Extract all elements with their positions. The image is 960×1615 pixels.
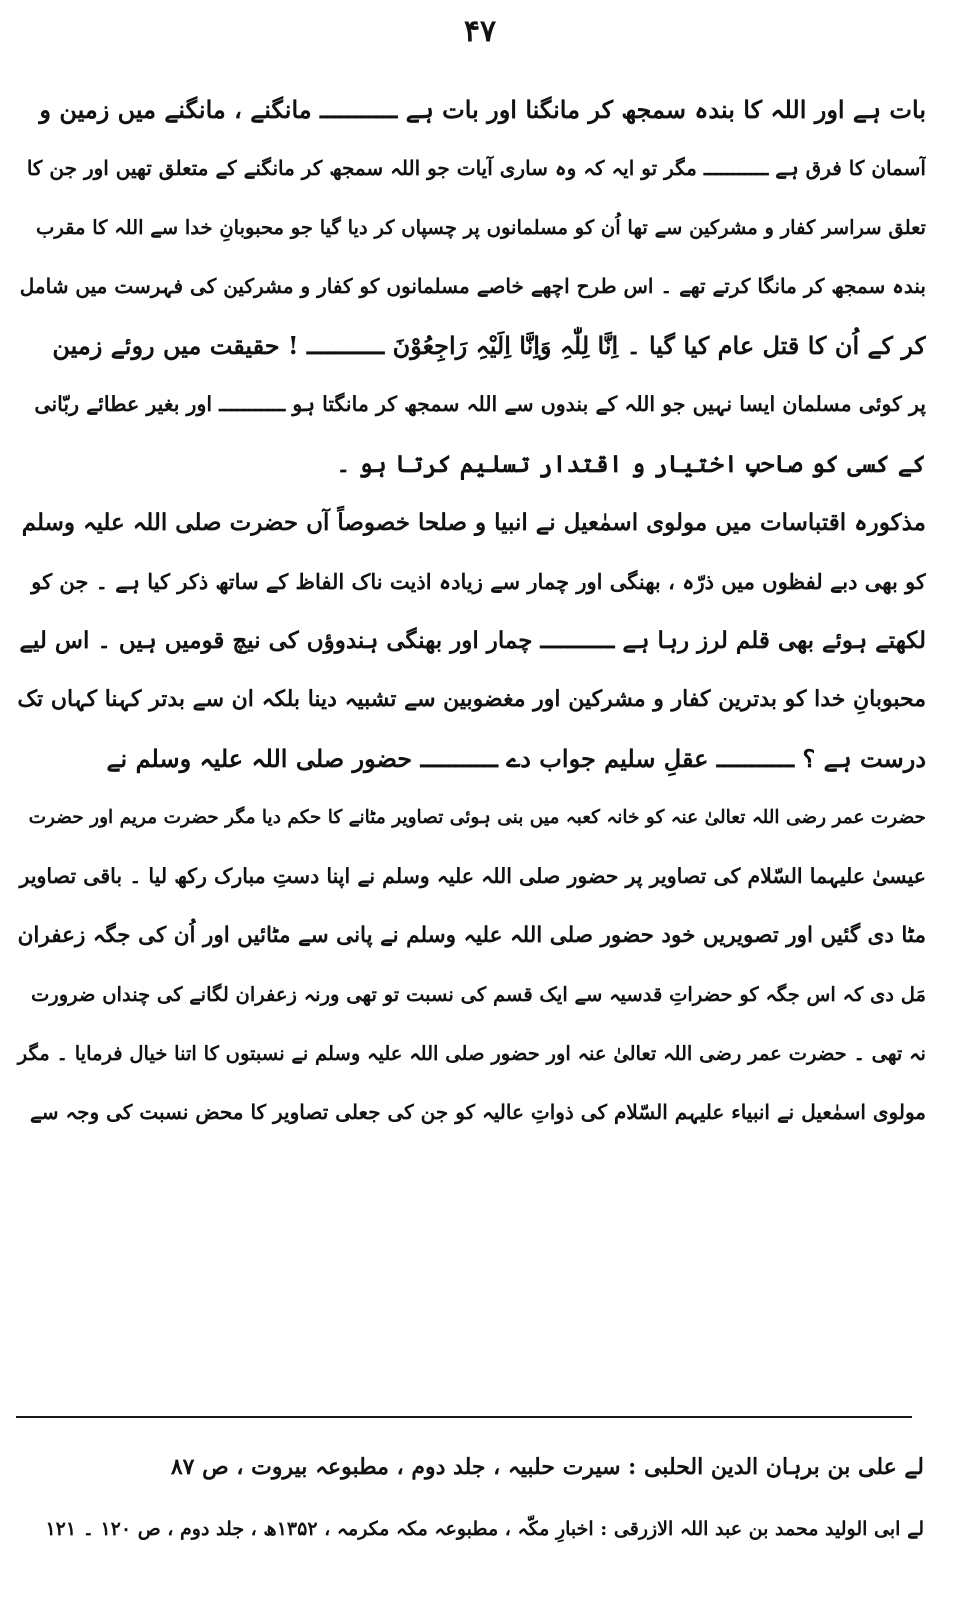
body-line: تعلق سراسر کفار و مشرکین سے تھا اُن کو مسلمانوں پر چسپاں کر دیا گیا جو محبوبانِ خدا سے اللہ کا مقرب bbox=[36, 216, 926, 239]
body-line: کو بھی دبے لفظوں میں ذرّہ ، بھنگی اور چمار سے زیادہ اذیت ناک الفاظ کے ساتھ ذکر کیا ہے ۔ جن کو bbox=[31, 569, 926, 594]
footnotes bbox=[40, 1436, 924, 1560]
body-line: مَل دی کہ اس جگہ کو حضراتِ قدسیہ سے ایک قسم کی نسبت تو تھی ورنہ زعفران لگانے کی چنداں ضرورت bbox=[30, 983, 926, 1006]
body-line: لکھتے ہوئے بھی قلم لرز رہا ہے ـــــــــــ چمار اور بھنگی ہندوؤں کی نیچ قومیں ہیں ۔ اس لیے bbox=[19, 627, 926, 654]
page-number: ۴۷ bbox=[463, 14, 497, 49]
body-line: پر کوئی مسلمان ایسا نہیں جو اللہ کے بندوں سے اللہ سمجھ کر مانگتا ہو ـــــــــــ اور بغیر عطائے ربّانی bbox=[34, 392, 926, 416]
body-line: مذکورہ اقتباسات میں مولوی اسمٰعیل نے انبیا و صلحا خصوصاً آں حضرت صلی اللہ علیہ وسلم bbox=[21, 509, 926, 536]
footnote: لے علی بن برہان الدین الحلبی : سیرت حلبیہ ، جلد دوم ، مطبوعہ بیروت ، ص ۸۷ bbox=[170, 1454, 924, 1480]
body-line: بات ہے اور اللہ کا بندہ سمجھ کر مانگنا اور بات ہے ـــــــــــ مانگنے ، مانگنے میں زمین و bbox=[39, 95, 926, 124]
body-line: کر کے اُن کا قتل عام کیا گیا ۔ اِنَّا لِلّٰہِ وَاِنَّا اِلَیْہِ رَاجِعُوْنَ ـــــــــــ ! حقیقت میں روئے زمین bbox=[52, 331, 926, 360]
body-text bbox=[14, 80, 926, 1142]
body-line: مولوی اسمٰعیل نے انبیاء علیہم السّلام کی ذواتِ عالیہ کو جن کی جعلی تصاویر کا محض نسبت کی وجہ سے bbox=[30, 1100, 926, 1124]
body-line: مٹا دی گئیں اور تصویریں خود حضور صلی اللہ علیہ وسلم نے پانی سے مٹائیں اور اُن کی جگہ زعفران bbox=[17, 923, 926, 948]
body-line: درست ہے ؟ ـــــــــــ عقلِ سلیم جواب دے ـــــــــــ حضور صلی اللہ علیہ وسلم نے bbox=[106, 744, 926, 773]
body-line: آسمان کا فرق ہے ـــــــــــ مگر تو ایہ کہ وہ ساری آیات جو اللہ سمجھ کر مانگنے کے متعلق تھیں اور جن کا bbox=[26, 156, 926, 180]
body-line: نہ تھی ۔ حضرت عمر رضی اللہ تعالیٰ عنہ اور حضور صلی اللہ علیہ وسلم نے نسبتوں کا اتنا خیال فرمایا ۔ مگر bbox=[17, 1042, 926, 1065]
body-line: بندہ سمجھ کر مانگا کرتے تھے ۔ اس طرح اچھے خاصے مسلمانوں کو کفار و مشرکین کی فہرست میں شامل bbox=[19, 274, 926, 298]
body-line: محبوبانِ خدا کو بدترین کفار و مشرکین اور مغضوبین سے تشبیہ دینا بلکہ ان سے بدتر کہنا کہاں تک bbox=[17, 686, 926, 712]
body-line: عیسیٰ علیہما السّلام کی تصاویر پر حضور صلی اللہ علیہ وسلم نے اپنا دستِ مبارک رکھ لیا ۔ باقی تصاویر bbox=[19, 864, 926, 888]
body-line: حضرت عمر رضی اللہ تعالیٰ عنہ کو خانہ کعبہ میں بنی ہوئی تصاویر مٹانے کا حکم دیا مگر حضرت مریم اور حضرت bbox=[28, 807, 926, 828]
body-line: کے کسی کو صاحبِ اختیار و اقتدار تسلیم کرتا ہو ۔ bbox=[336, 449, 926, 478]
footnote: لے ابی الولید محمد بن عبد اللہ الازرقی : اخبارِ مکّہ ، مطبوعہ مکہ مکرمہ ، ۱۳۵۲ھ ، جلد دوم ، ص ۱۲۰ ۔ ۱۲۱ bbox=[45, 1518, 924, 1540]
footnote-divider bbox=[16, 1416, 912, 1418]
